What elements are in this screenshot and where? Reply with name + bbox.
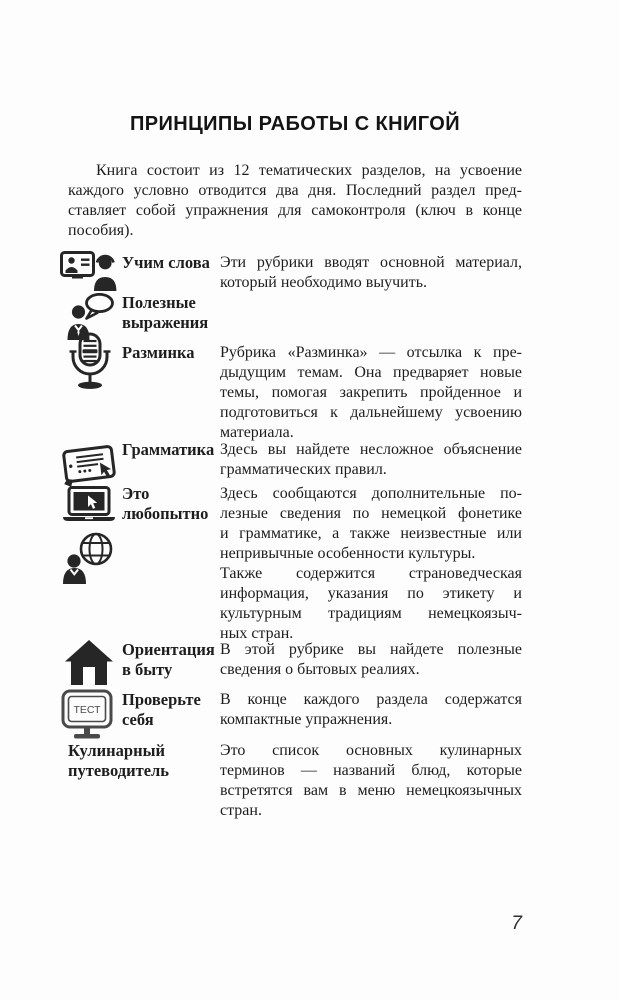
test-icon-text: ТЕСТ — [73, 704, 101, 716]
rubric-description: В конце каждого раздела содержатся компактные упражнения. — [220, 691, 522, 728]
page-number: 7 — [511, 913, 522, 934]
tablet-pointing-hand-icon — [60, 441, 118, 487]
video-lesson-and-listener-icon — [60, 251, 118, 291]
laptop-cursor-icon — [61, 486, 117, 526]
rubric-label: Грамматика — [122, 440, 215, 459]
rubric-description: Здесь сообщаются дополнительные по- лезные сведения по немецкой фонетике и грамматике, а также неизвестные или непривычные особенности культуры. Также содержится страноведческая информация, указания по этикету и культурным традициям немецкоязыч- ных стран. — [220, 485, 522, 642]
rubric-label: Это любопытно — [122, 484, 209, 523]
house-icon — [64, 639, 114, 687]
rubric-description: Здесь вы найдете несложное объяснение грамматических правил. — [220, 441, 522, 478]
person-globe-icon — [63, 530, 115, 584]
test-monitor-icon — [61, 689, 113, 741]
rubric-label: Кулинарный путеводитель — [68, 741, 170, 780]
rubric-label: Учим слова — [122, 253, 210, 272]
rubric-description: Рубрика «Разминка» — отсылка к пре- дыдущим темам. Она предваряет новые темы, помогая закрепить пройденное и подготовиться к дальнейшему усвоению материала. — [220, 344, 522, 441]
page-title: ПРИНЦИПЫ РАБОТЫ С КНИГОЙ — [130, 113, 460, 135]
rubric-label: Проверьте себя — [122, 690, 201, 729]
rubric-label: Ориентация в быту — [122, 640, 215, 679]
rubric-description: Эти рубрики вводят основной материал, который необходимо выучить. — [220, 254, 522, 291]
rubric-description: В этой рубрике вы найдете полезные сведения о бытовых реалиях. — [220, 641, 522, 678]
intro-paragraph: Книга состоит из 12 тематических разделов, на усвоение каждого условно отводится два дня. Последний раздел пред- ставляет собой упражнения для самоконтроля (ключ в конце пособия). — [68, 162, 522, 239]
rubric-label: Полезные выражения — [122, 293, 209, 332]
microphone-icon — [66, 332, 114, 390]
rubric-label: Разминка — [122, 343, 195, 362]
rubric-description: Это список основных кулинарных терминов — названий блюд, которые встретятся вам в меню немецкоязычных стран. — [220, 742, 522, 819]
